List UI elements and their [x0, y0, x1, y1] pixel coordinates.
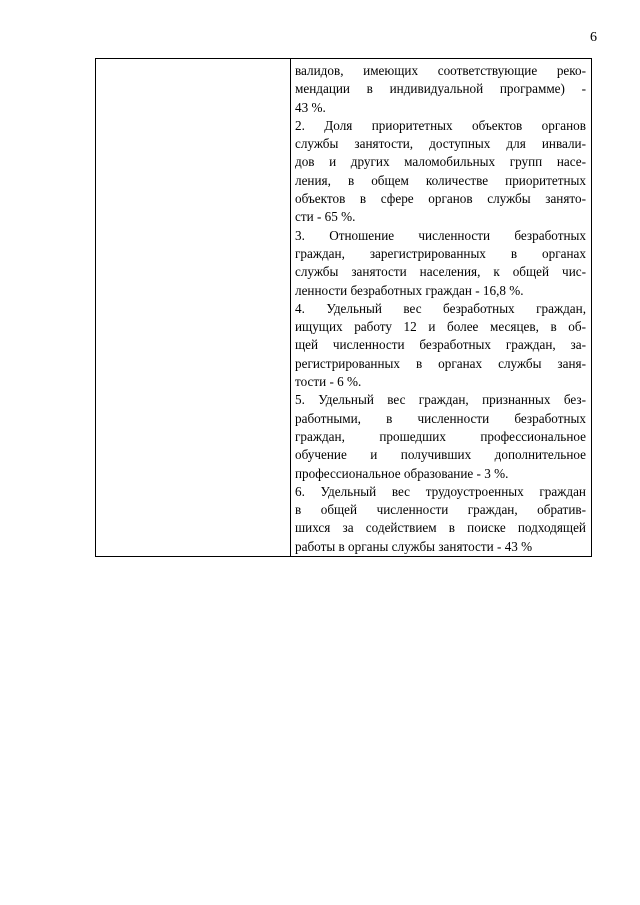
text-line: ления, в общем количестве приоритетных — [295, 172, 586, 188]
text-line: граждан, зарегистрированных в органах — [295, 245, 586, 261]
text-line: 4. Удельный вес безработных граждан, — [295, 300, 586, 316]
text-line: щей численности безработных граждан, за- — [295, 337, 586, 353]
text-line: граждан, прошедших профессиональное — [295, 428, 586, 444]
text-line: в общей численности граждан, обратив- — [295, 502, 586, 518]
indicator-list — [295, 62, 586, 556]
text-line: 5. Удельный вес граждан, признанных без- — [295, 392, 586, 408]
text-line: 3. Отношение численности безработных — [295, 227, 586, 243]
text-line: мендации в индивидуальной программе) - — [295, 81, 586, 97]
page-number: 6 — [590, 30, 597, 45]
text-line: службы занятости, доступных для инвали- — [295, 136, 586, 152]
text-line: ищущих работу 12 и более месяцев, в об- — [295, 319, 586, 335]
content-table — [95, 58, 592, 557]
text-line: работными, в численности безработных — [295, 410, 586, 426]
text-line: объектов в сфере органов службы занято- — [295, 191, 586, 207]
text-line: 6. Удельный вес трудоустроенных граждан — [295, 483, 586, 499]
text-line: дов и других маломобильных групп насе- — [295, 154, 586, 170]
text-line: службы занятости населения, к общей чис- — [295, 264, 586, 280]
text-line: регистрированных в органах службы заня- — [295, 355, 586, 371]
table-cell-left — [96, 59, 291, 557]
table-row — [96, 59, 592, 557]
text-line: обучение и получивших дополнительное — [295, 447, 586, 463]
text-line: сти - 65 %. — [295, 209, 356, 225]
text-line: валидов, имеющих соответствующие реко- — [295, 63, 586, 78]
text-line: ленности безработных граждан - 16,8 %. — [295, 282, 524, 298]
table-cell-right — [291, 59, 592, 557]
text-line: 2. Доля приоритетных объектов органов — [295, 117, 586, 133]
text-line: шихся за содействием в поиске подходящей — [295, 520, 586, 536]
text-line: работы в органы службы занятости - 43 % — [295, 538, 533, 554]
text-line: тости - 6 %. — [295, 374, 362, 390]
text-line: профессиональное образование - 3 %. — [295, 465, 509, 481]
text-line: 43 %. — [295, 99, 326, 115]
